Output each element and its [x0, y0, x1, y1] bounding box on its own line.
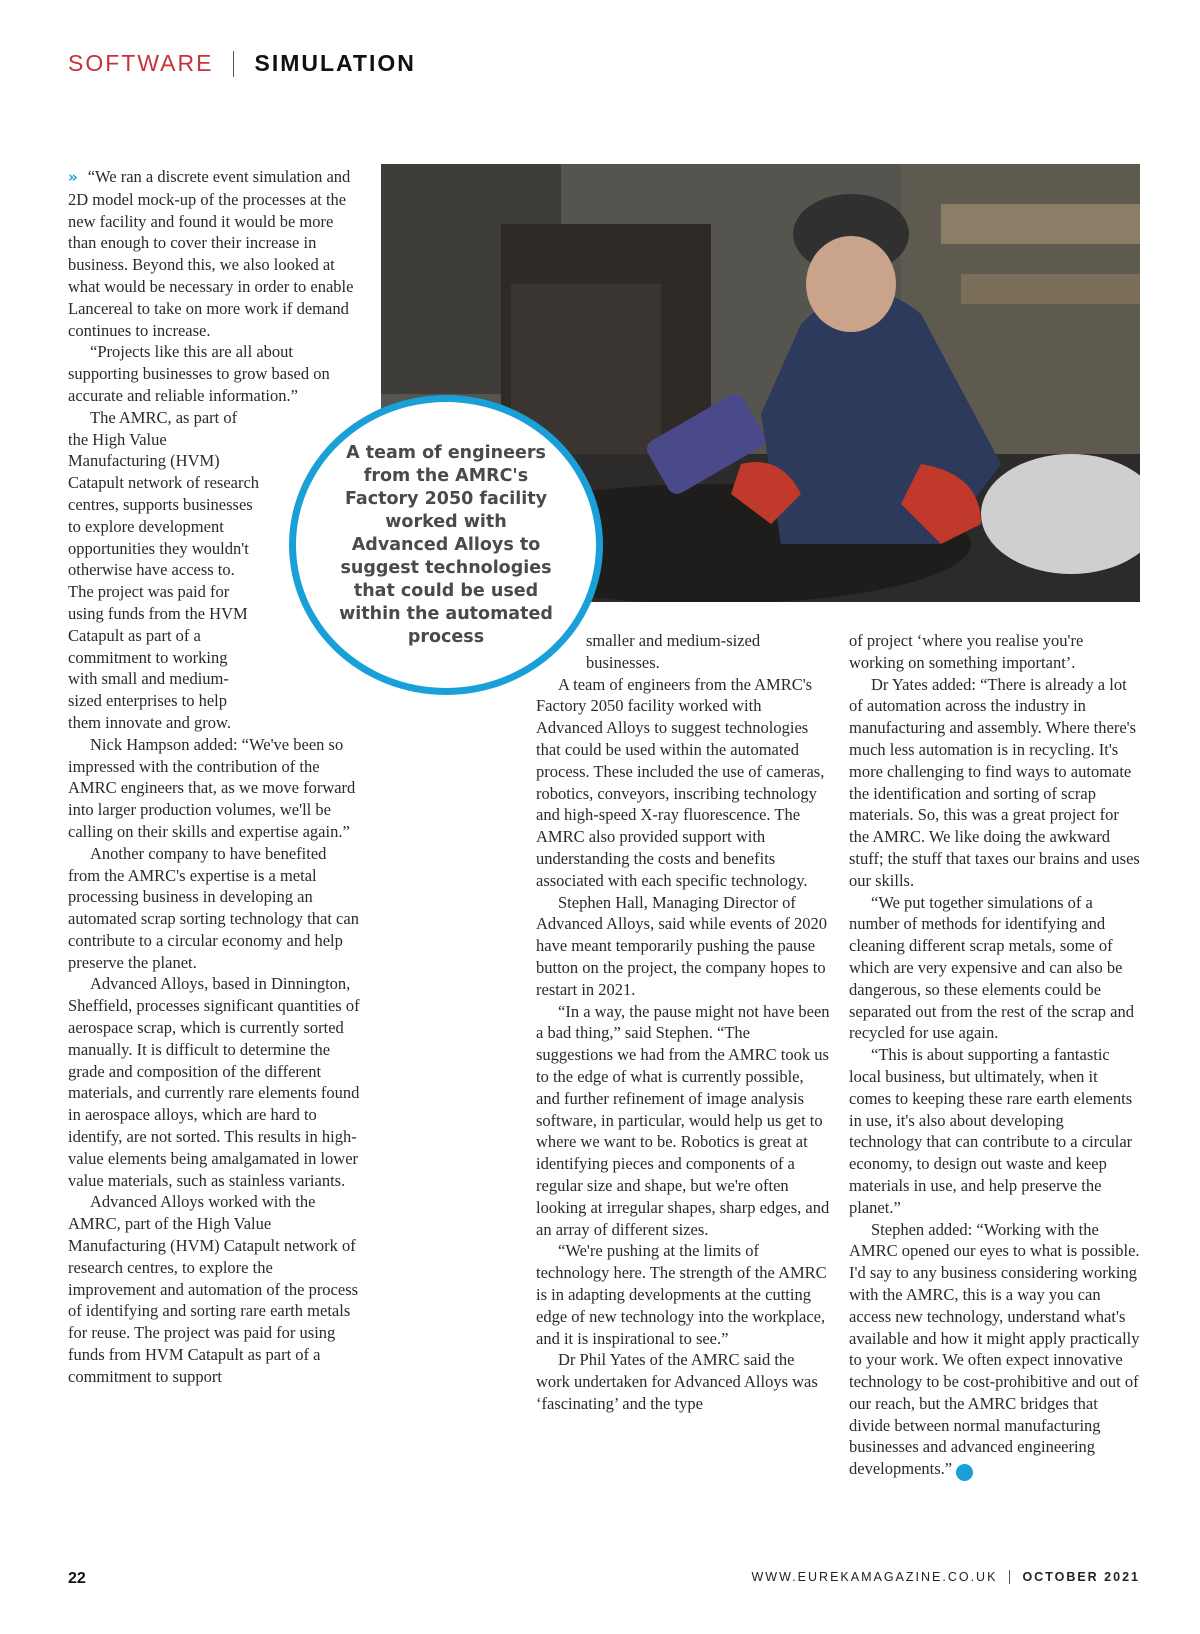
- paragraph: smaller and medium-sized businesses.: [586, 631, 761, 672]
- pull-quote-text: A team of engineers from the AMRC's Factory 2050 facility worked with Advanced Alloys to suggest technologies that could be used within the automated process: [339, 442, 553, 647]
- page-number: 22: [68, 1570, 86, 1587]
- info-icon: !: [956, 1464, 973, 1481]
- paragraph: Stephen added: “Working with the AMRC opened our eyes to what is possible. I'd say to any business considering working with the AMRC, this is a way you can access new technology, understand what's available and how it might apply practically to your work. We often expect innovative technology to be cost-prohibitive and out of our reach, but the AMRC bridges that divide between normal manufacturing businesses and advanced engineering developments.” !: [849, 1219, 1140, 1480]
- column-2: [536, 630, 830, 1415]
- topic-label: SIMULATION: [254, 50, 416, 76]
- paragraph: Dr Phil Yates of the AMRC said the work undertaken for Advanced Alloys was ‘fascinating’ and the type: [536, 1350, 818, 1413]
- paragraph: The AMRC, as part of the High Value Manufacturing (HVM) Catapult network of research centres, supports businesses to explore development opportunities they wouldn't otherwise have access to. The project was paid for using funds from the HVM Catapult as part of a commitment to working with small and medium-sized enterprises to help them innovate and grow.: [68, 407, 260, 732]
- page-header: [68, 50, 416, 77]
- pull-quote-callout: [289, 395, 603, 695]
- paragraph: A team of engineers from the AMRC's Factory 2050 facility worked with Advanced Alloys to suggest technologies that could be used within the automated process. These included the use of cameras, robotics, conveyors, inscribing technology and high-speed X-ray fluorescence. The AMRC also provided support with understanding the costs and benefits associated with each specific technology.: [536, 674, 825, 890]
- paragraph: Nick Hampson added: “We've been so impressed with the contribution of the AMRC engineers that, as we move forward into larger production volumes, we'll be calling on their skills and expertise again.”: [68, 734, 356, 841]
- paragraph: of project ‘where you realise you're working on something important’.: [849, 631, 1084, 672]
- page-footer: [752, 1570, 1141, 1584]
- paragraph: “We're pushing at the limits of technology here. The strength of the AMRC is in adapting developments at the cutting edge of new technology into the workplace, and it is inspirational to see.”: [536, 1241, 827, 1348]
- paragraph: Advanced Alloys, based in Dinnington, Sheffield, processes significant quantities of aerospace scrap, which is currently sorted manually. It is difficult to determine the grade and composition of the different materials, and currently rare elements found in aerospace alloys, which are hard to identify, are not sorted. This results in high-value elements being amalgamated in lower value materials, such as stainless variants.: [68, 974, 360, 1190]
- paragraph: Dr Yates added: “There is already a lot of automation across the industry in manufacturing and assembly. Where there's much less automation is in recycling. It's more challenging to find ways to automate the identification and sorting of scrap materials. So, this was a great project for the AMRC. We like doing the awkward stuff; the stuff that taxes our brains and uses our skills.: [849, 674, 1140, 890]
- paragraph: Another company to have benefited from the AMRC's expertise is a metal processing business in developing an automated scrap sorting technology that can contribute to a circular economy and help preserve the planet.: [68, 843, 359, 972]
- paragraph: “This is about supporting a fantastic local business, but ultimately, when it comes to keeping these rare earth elements in use, it's also about developing technology that can contribute to a circular economy, to design out waste and keep materials in use, and help preserve the planet.”: [849, 1045, 1133, 1217]
- paragraph: “We put together simulations of a number of methods for identifying and cleaning different scrap metals, some of which are very expensive and can also be dangerous, so these elements could be separated out from the rest of the scrap and recycled for use again.: [849, 892, 1134, 1043]
- footer-divider: [1009, 1570, 1010, 1584]
- header-divider: [233, 51, 234, 77]
- paragraph: Stephen Hall, Managing Director of Advanced Alloys, said while events of 2020 have meant temporarily pushing the pause button on the project, the company hopes to restart in 2021.: [536, 892, 827, 999]
- website-url[interactable]: WWW.EUREKAMAGAZINE.CO.UK: [751, 1570, 998, 1584]
- paragraph: Advanced Alloys worked with the AMRC, part of the High Value Manufacturing (HVM) Catapult network of research centres, to explore the improvement and automation of the process of identifying and sorting rare earth metals for reuse. The project was paid for using funds from HVM Catapult as part of a commitment to support: [68, 1192, 359, 1386]
- issue-date: OCTOBER 2021: [1022, 1570, 1140, 1584]
- paragraph: “Projects like this are all about supporting businesses to grow based on accurate and reliable information.”: [68, 342, 330, 405]
- section-label: SOFTWARE: [68, 50, 214, 76]
- column-3: [849, 630, 1141, 1481]
- paragraph: » “We ran a discrete event simulation and 2D model mock-up of the processes at the new facility and found it would be more than enough to cover their increase in business. Beyond this, we also looked at what would be necessary in order to enable Lancereal to take on more work if demand continues to increase.: [68, 167, 354, 340]
- chevron-right-double-icon: »: [68, 168, 78, 186]
- paragraph: “In a way, the pause might not have been a bad thing,” said Stephen. “The suggestions we had from the AMRC took us to the edge of what is currently possible, and further refinement of image analysis software, in particular, would help us get to where we want to be. Robotics is great at identifying pieces and components of a regular size and shape, but we're often looking at irregular shapes, sharp edges, and an array of different sizes.: [536, 1001, 830, 1239]
- column-1: [68, 166, 360, 1388]
